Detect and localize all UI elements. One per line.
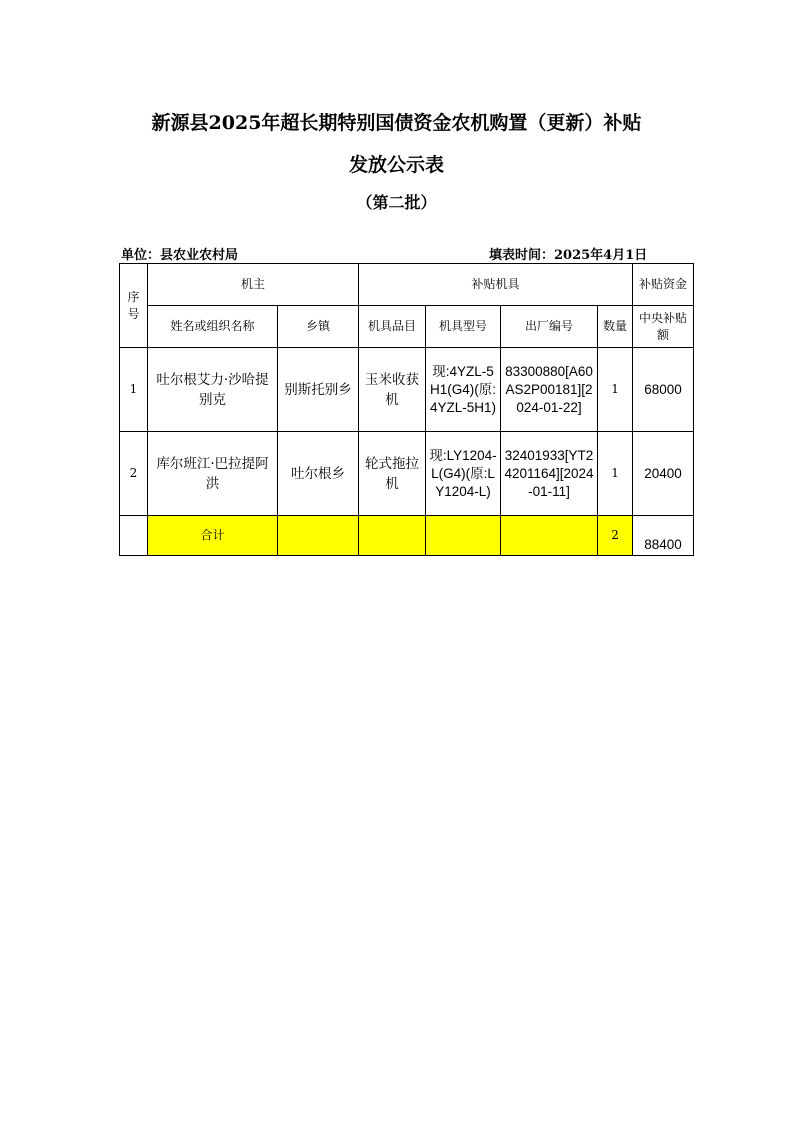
row-amount: 20400 — [633, 432, 694, 516]
fill-date: 填表时间：2025年4月1日 — [489, 248, 648, 263]
row-amount: 68000 — [633, 348, 694, 432]
header-owner: 机主 — [148, 264, 359, 306]
batch-label: （第二批） — [356, 193, 437, 212]
header-name: 姓名或组织名称 — [148, 306, 278, 348]
header-subsidy: 补贴资金 — [633, 264, 694, 306]
row-township: 别斯托别乡 — [278, 348, 359, 432]
document-title: 新源县2025年超长期特别国债资金农机购置（更新）补贴 — [151, 112, 642, 134]
subsidy-table — [119, 263, 694, 556]
header-row-1 — [120, 264, 694, 306]
header-model: 机具型号 — [426, 306, 501, 348]
row-name: 吐尔根艾力·沙哈提别克 — [148, 348, 278, 432]
total-index-empty — [120, 516, 148, 556]
total-qty: 2 — [598, 516, 633, 556]
header-serial: 出厂编号 — [501, 306, 598, 348]
total-empty-cell — [359, 516, 426, 556]
table-row — [120, 432, 694, 516]
total-amount: 88400 — [633, 516, 694, 556]
row-index: 1 — [120, 348, 148, 432]
row-name: 库尔班江·巴拉提阿洪 — [148, 432, 278, 516]
header-category: 机具品目 — [359, 306, 426, 348]
row-category: 轮式拖拉机 — [359, 432, 426, 516]
total-label: 合计 — [148, 516, 278, 556]
row-serial: 83300880[A60AS2P00181][2024-01-22] — [501, 348, 598, 432]
total-row — [120, 516, 694, 556]
total-empty-cell — [501, 516, 598, 556]
header-central: 中央补贴额 — [633, 306, 694, 348]
header-machine: 补贴机具 — [359, 264, 633, 306]
row-serial: 32401933[YT24201164][2024-01-11] — [501, 432, 598, 516]
row-model: 现:4YZL-5H1(G4)(原:4YZL-5H1) — [426, 348, 501, 432]
row-index: 2 — [120, 432, 148, 516]
unit-label: 单位：县农业农村局 — [121, 248, 239, 263]
table-row — [120, 348, 694, 432]
row-qty: 1 — [598, 348, 633, 432]
header-township: 乡镇 — [278, 306, 359, 348]
total-empty-cell — [278, 516, 359, 556]
row-township: 吐尔根乡 — [278, 432, 359, 516]
total-empty-cell — [426, 516, 501, 556]
header-index: 序号 — [120, 264, 148, 348]
row-category: 玉米收获机 — [359, 348, 426, 432]
header-qty: 数量 — [598, 306, 633, 348]
row-qty: 1 — [598, 432, 633, 516]
row-model: 现:LY1204-L(G4)(原:LY1204-L) — [426, 432, 501, 516]
header-row-2 — [120, 306, 694, 348]
document-title-line2: 发放公示表 — [348, 154, 444, 176]
